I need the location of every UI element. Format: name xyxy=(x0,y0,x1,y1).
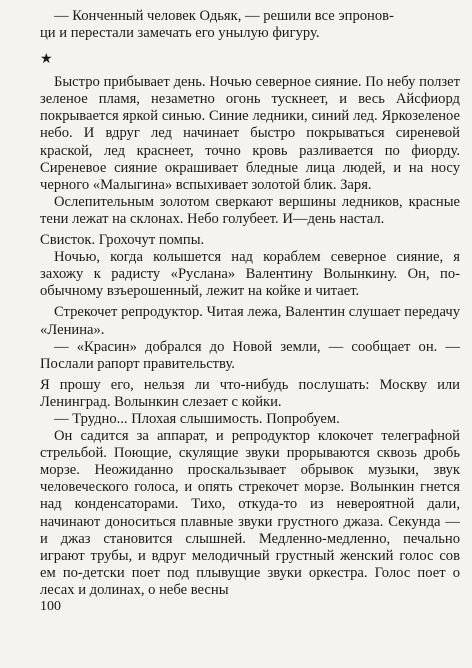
paragraph: Свисток. Грохочут помпы. xyxy=(40,232,205,249)
paragraph: Ночью, когда колышется над кораблем северное сияние, я захожу к радисту «Руслана» Валентину Волынкину. Он, по-обычному взъерошенный, лежит на койке и читает. xyxy=(40,249,460,300)
page-text xyxy=(40,8,460,599)
paragraph: Он садится за аппарат, и репродуктор клокочет телеграфной стрельбой. Поющие, скулящие звуки прорываются сквозь дробь морзе. Неожиданно проскальзывает обрывок музыки, звук человеческого голоса, и опять стрекочет морзе. Волынкин гнется над конденсаторами. Тихо, откуда-то из невероятной дали, начинают доноситься плавные звуки грустного джаза. Секунда — и джаз становится слышней. Медленно-медленно, печально играют трубы, и вдруг мелодичный грустный женский голос сов ем по-детски поет под плывущие звуки оркестра. Голос поет о лесах и долинах, о небе весны xyxy=(40,428,460,598)
paragraph: Ослепительным золотом сверкают вершины ледников, красные тени лежат на склонах. Небо голубеет. И—день настал. xyxy=(40,193,460,227)
paragraph: — «Красин» добрался до Новой земли, — сообщает он. — Послали рапорт правительству. xyxy=(40,338,460,372)
paragraph: Я прошу его, нельзя ли что-нибудь послушать: Москву или Ленинград. Волынкин слезает с койки. xyxy=(40,376,460,410)
text-line: ци и перестали замечать его унылую фигуру. xyxy=(40,25,320,42)
paragraph: — Трудно... Плохая слышимость. Попробуем. xyxy=(54,410,340,427)
paragraph: Стрекочет репродуктор. Читая лежа, Валентин слушает передачу «Ленина». xyxy=(40,304,460,338)
section-separator-icon: ★ xyxy=(40,52,53,68)
page-number: 100 xyxy=(40,599,61,614)
paragraph: Быстро прибывает день. Ночью северное сияние. По небу ползет зеленое пламя, незаметно огонь тускнеет, и весь Айсфиорд покрывается яркой синью. Синие ледники, синий лед. Яркозеленое небо. И вдруг лед начинает быстро покрываться сиреневой краской, лед краснеет, точно кровь разливается по фиорду. Сиреневое сияние окрашивает бледные лица людей, и на носу черного «Малыгина» вспыхивает золотой блик. Заря. xyxy=(40,74,460,193)
text-line: — Конченный человек Одьяк, — решили все эпронов- xyxy=(54,8,394,24)
